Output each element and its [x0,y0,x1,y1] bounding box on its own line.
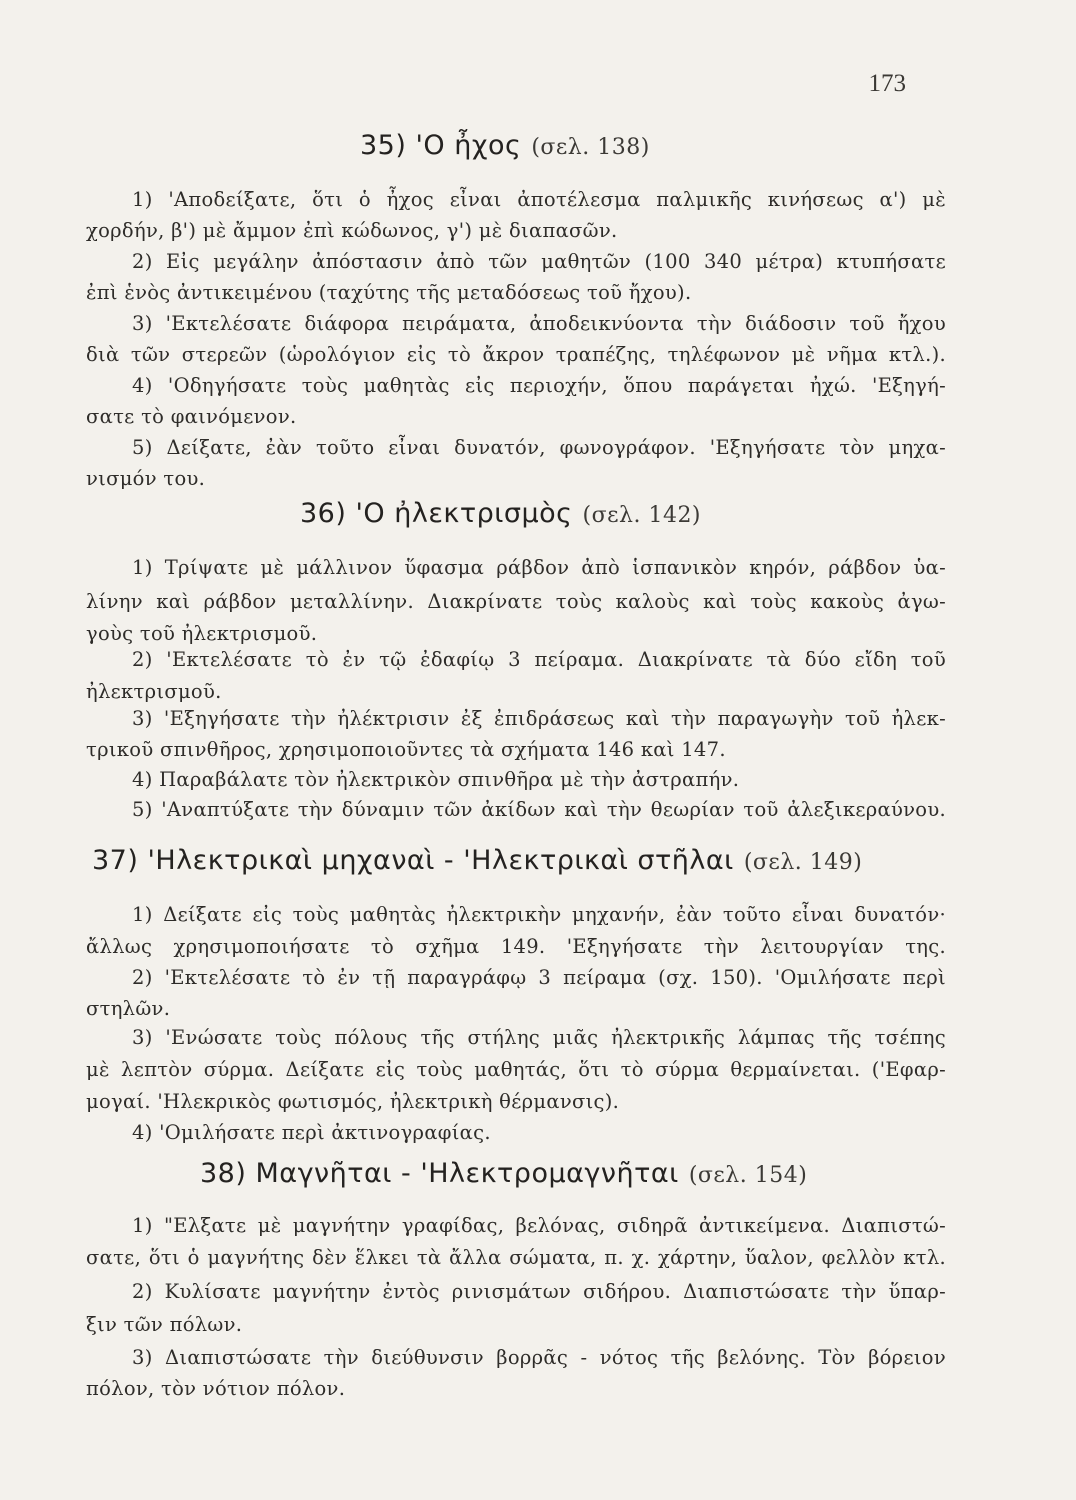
section-36-line: τρικοῦ σπινθῆρος, χρησιμοποιοῦντες τὰ σχήματα 146 καὶ 147. [86,738,726,761]
section-37-line: 4) 'Ομιλήσατε περὶ ἀκτινογραφίας. [132,1121,491,1144]
section-36-line: 1) Τρίψατε μὲ μάλλινον ὕφασμα ράβδον ἀπὸ ἱσπανικὸν κηρόν, ράβδον ὑα- [132,556,946,579]
section-36-ref: (σελ. 142) [582,503,702,528]
section-35-ref: (σελ. 138) [531,135,650,160]
section-35-line: 3) 'Εκτελέσατε διάφορα πειράματα, ἀποδεικνύοντα τὴν διάδοσιν τοῦ ἤχου [132,312,946,335]
section-37-line: ἄλλως χρησιμοποιήσατε τὸ σχῆμα 149. 'Εξηγήσατε τὴν λειτουργίαν της. [86,935,946,958]
section-35-line: 5) Δείξατε, ἐὰν τοῦτο εἶναι δυνατόν, φωνογράφον. 'Εξηγήσατε τὸν μηχα- [132,436,946,459]
section-38-line: 2) Κυλίσατε μαγνήτην ἐντὸς ρινισμάτων σιδήρου. Διαπιστώσατε τὴν ὕπαρ- [132,1280,946,1303]
section-35-line: 4) 'Οδηγήσατε τοὺς μαθητὰς εἰς περιοχήν, ὅπου παράγεται ἠχώ. 'Εξηγή- [132,374,946,397]
section-36-title: 36) 'Ο ἠλεκτρισμὸς [300,498,573,529]
page-number: 173 [868,70,906,97]
section-36-heading [300,498,701,529]
section-37-line: 2) 'Εκτελέσατε τὸ ἐν τῇ παραγράφῳ 3 πείραμα (σχ. 150). 'Ομιλήσατε περὶ [132,966,946,989]
section-35-title: 35) 'Ο ἦχος [360,130,522,161]
section-36-line: 4) Παραβάλατε τὸν ἠλεκτρικὸν σπινθῆρα μὲ τὴν ἀστραπήν. [132,768,740,791]
section-35-line: νισμόν του. [86,467,206,490]
section-36-line: 5) 'Αναπτύξατε τὴν δύναμιν τῶν ἀκίδων καὶ τὴν θεωρίαν τοῦ ἀλεξικεραύνου. [132,798,946,821]
section-36-line: λίνην καὶ ράβδον μεταλλίνην. Διακρίνατε τοὺς καλοὺς καὶ τοὺς κακοὺς ἀγω- [86,590,946,613]
section-38-ref: (σελ. 154) [688,1163,808,1188]
section-35-line: χορδήν, β') μὲ ἄμμον ἐπὶ κώδωνος, γ') μὲ διαπασῶν. [86,219,618,242]
section-35-line: 2) Εἰς μεγάλην ἀπόστασιν ἀπὸ τῶν μαθητῶν (100 340 μέτρα) κτυπήσατε [132,250,946,273]
section-38-line: ξιν τῶν πόλων. [86,1313,243,1336]
section-36-line: 3) 'Εξηγήσατε τὴν ἠλέκτρισιν ἐξ ἐπιδράσεως καὶ τὴν παραγωγὴν τοῦ ἠλεκ- [132,707,946,730]
section-38-line: 3) Διαπιστώσατε τὴν διεύθυνσιν βορρᾶς - νότος τῆς βελόνης. Τὸν βόρειον [132,1346,946,1369]
section-35-line: σατε τὸ φαινόμενον. [86,405,297,428]
section-37-title: 37) 'Ηλεκτρικαὶ μηχαναὶ - 'Ηλεκτρικαὶ στῆλαι [92,845,734,876]
section-37-line: 1) Δείξατε εἰς τοὺς μαθητὰς ἠλεκτρικὴν μηχανήν, ἐὰν τοῦτο εἶναι δυνατόν· [132,903,946,926]
section-35-line: 1) 'Αποδείξατε, ὅτι ὁ ἦχος εἶναι ἀποτέλεσμα παλμικῆς κινήσεως α') μὲ [132,188,946,211]
section-37-line: στηλῶν. [86,997,171,1020]
section-37-ref: (σελ. 149) [743,850,863,875]
section-37-heading [92,845,862,876]
section-35-line: διὰ τῶν στερεῶν (ὡρολόγιον εἰς τὸ ἄκρον τραπέζης, τηλέφωνον μὲ νῆμα κτλ.). [86,343,946,366]
section-38-line: πόλον, τὸν νότιον πόλον. [86,1377,346,1400]
section-36-line: 2) 'Εκτελέσατε τὸ ἐν τῷ ἐδαφίῳ 3 πείραμα. Διακρίνατε τὰ δύο εἴδη τοῦ [132,648,946,671]
section-38-line: σατε, ὅτι ὁ μαγνήτης δὲν ἕλκει τὰ ἄλλα σώματα, π. χ. χάρτην, ὕαλον, φελλὸν κτλ. [86,1246,946,1269]
section-38-title: 38) Μαγνῆται - 'Ηλεκτρομαγνῆται [200,1158,679,1189]
section-35-line: ἐπὶ ἑνὸς ἀντικειμένου (ταχύτης τῆς μεταδόσεως τοῦ ἤχου). [86,281,692,304]
section-38-line: 1) "Ελξατε μὲ μαγνήτην γραφίδας, βελόνας, σιδηρᾶ ἀντικείμενα. Διαπιστώ- [132,1214,946,1237]
section-37-line: 3) 'Ενώσατε τοὺς πόλους τῆς στήλης μιᾶς ἠλεκτρικῆς λάμπας τῆς τσέπης [132,1026,946,1049]
section-38-heading [200,1158,807,1189]
section-37-line: μὲ λεπτὸν σύρμα. Δείξατε εἰς τοὺς μαθητάς, ὅτι τὸ σύρμα θερμαίνεται. ('Εφαρ- [86,1058,946,1081]
section-36-line: γοὺς τοῦ ἠλεκτρισμοῦ. [86,622,318,645]
section-36-line: ἠλεκτρισμοῦ. [86,680,222,703]
section-37-line: μογαί. 'Ηλεκρικὸς φωτισμός, ἠλεκτρικὴ θέρμανσις). [86,1090,620,1113]
section-35-heading [360,130,650,161]
